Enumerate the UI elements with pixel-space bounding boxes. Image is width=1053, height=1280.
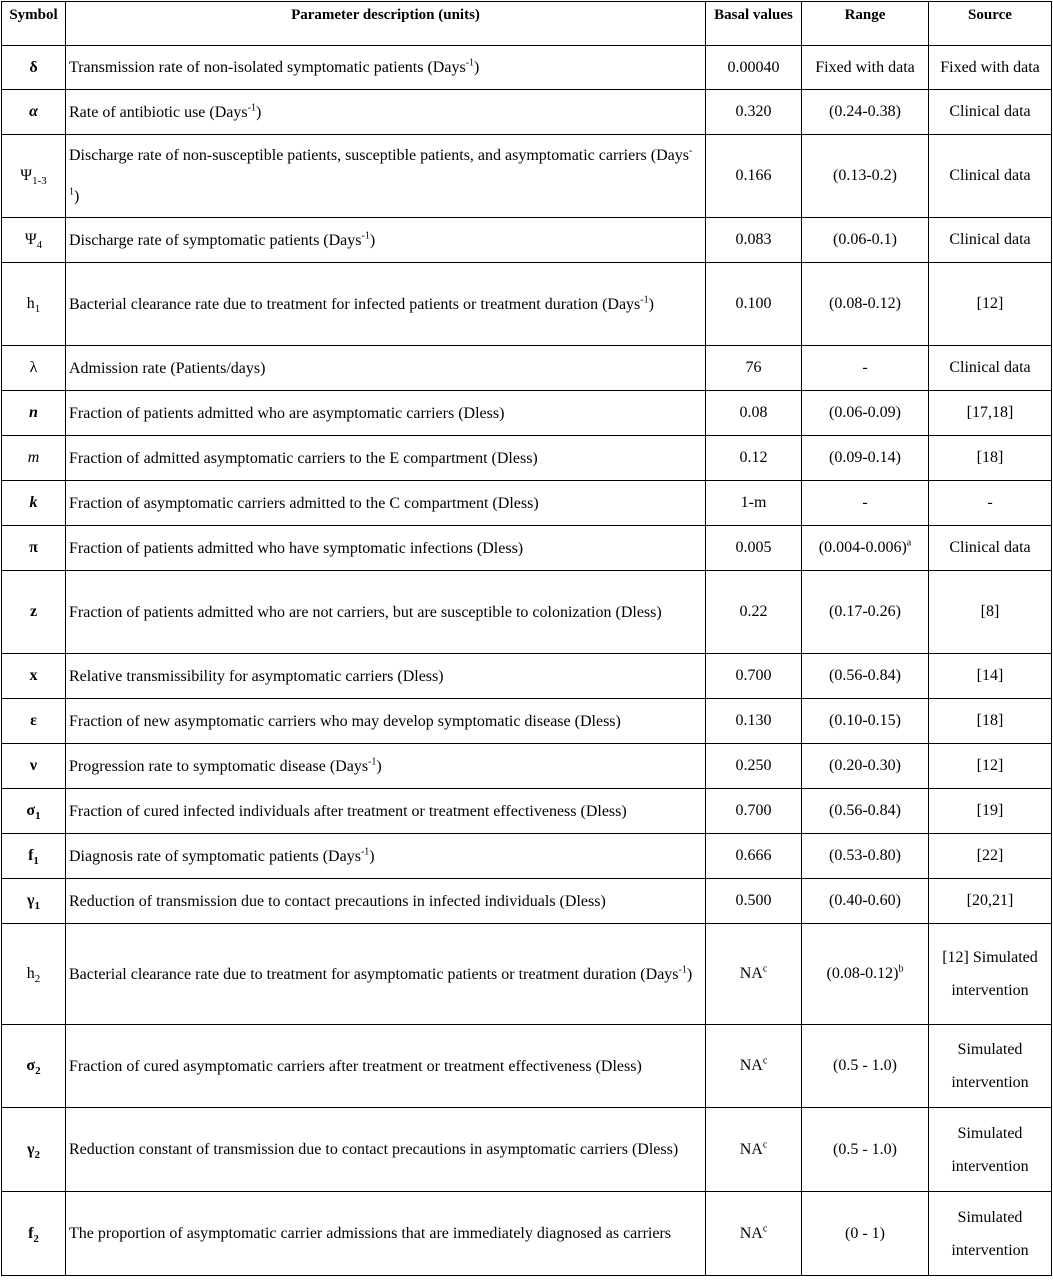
header-symbol: Symbol bbox=[2, 2, 66, 46]
unit-exponent: -1 bbox=[640, 294, 649, 306]
description-text: Discharge rate of non-susceptible patients, susceptible patients, and asymptomatic carriers (Days bbox=[69, 147, 689, 164]
cell-symbol bbox=[2, 1025, 66, 1108]
cell-basal bbox=[706, 879, 802, 924]
basal-text: 0.666 bbox=[735, 847, 772, 864]
cell-source bbox=[929, 135, 1052, 218]
cell-symbol bbox=[2, 699, 66, 744]
range-text: (0.24-0.38) bbox=[829, 103, 901, 120]
basal-text: 0.250 bbox=[735, 757, 772, 774]
cell-symbol bbox=[2, 346, 66, 391]
cell-range bbox=[802, 789, 929, 834]
cell-range bbox=[802, 46, 929, 90]
cell-basal bbox=[706, 924, 802, 1025]
cell-source bbox=[929, 834, 1052, 879]
source-text: [19] bbox=[976, 802, 1004, 819]
table-row bbox=[2, 834, 1052, 879]
description-text: Diagnosis rate of symptomatic patients (Days bbox=[69, 847, 361, 865]
range-text: (0.004-0.006) bbox=[818, 539, 907, 556]
cell-range bbox=[802, 571, 929, 654]
basal-text: 0.08 bbox=[739, 404, 768, 421]
description-end: ) bbox=[369, 231, 376, 249]
cell-symbol bbox=[2, 834, 66, 879]
cell-range bbox=[802, 1108, 929, 1192]
cell-symbol bbox=[2, 1192, 66, 1276]
description-end: ) bbox=[74, 188, 80, 205]
table-row bbox=[2, 346, 1052, 391]
range-text: (0.06-0.09) bbox=[829, 404, 901, 421]
cell-source bbox=[929, 46, 1052, 90]
source-text: Clinical data bbox=[949, 103, 1031, 120]
symbol-text: δ bbox=[29, 58, 38, 76]
unit-exponent: -1 bbox=[678, 964, 687, 976]
range-text: (0 - 1) bbox=[845, 1224, 885, 1242]
description-text: Discharge rate of symptomatic patients (Days bbox=[69, 231, 362, 249]
cell-basal bbox=[706, 834, 802, 879]
cell-source bbox=[929, 346, 1052, 391]
cell-range bbox=[802, 346, 929, 391]
description-text: Rate of antibiotic use (Days bbox=[69, 103, 248, 121]
cell-symbol bbox=[2, 879, 66, 924]
table-row bbox=[2, 1108, 1052, 1192]
cell-basal bbox=[706, 1025, 802, 1108]
description-text: Fraction of cured asymptomatic carriers after treatment or treatment effectiveness (Dless) bbox=[69, 1057, 642, 1075]
cell-range bbox=[802, 391, 929, 436]
cell-description bbox=[66, 789, 706, 834]
table-row bbox=[2, 1192, 1052, 1276]
cell-basal bbox=[706, 571, 802, 654]
cell-symbol bbox=[2, 789, 66, 834]
symbol-subscript: 1 bbox=[33, 855, 39, 868]
header-basal: Basal values bbox=[706, 2, 802, 46]
symbol-subscript: 2 bbox=[34, 1148, 40, 1161]
description-end: ) bbox=[376, 757, 382, 775]
description-text: Fraction of cured infected individuals after treatment or treatment effectiveness (Dless) bbox=[69, 802, 627, 820]
cell-basal bbox=[706, 1108, 802, 1192]
basal-text: NA bbox=[739, 1140, 763, 1158]
header-description: Parameter description (units) bbox=[66, 2, 706, 46]
description-text: Fraction of asymptomatic carriers admitted to the C compartment (Dless) bbox=[69, 494, 539, 512]
cell-range bbox=[802, 436, 929, 481]
cell-basal bbox=[706, 436, 802, 481]
basal-footnote: c bbox=[762, 1139, 768, 1151]
symbol-text: σ bbox=[26, 1057, 36, 1074]
cell-description bbox=[66, 571, 706, 654]
source-text: [18] bbox=[976, 449, 1004, 466]
cell-source bbox=[929, 436, 1052, 481]
cell-symbol bbox=[2, 46, 66, 90]
table-row bbox=[2, 744, 1052, 789]
cell-description bbox=[66, 1025, 706, 1108]
table-body bbox=[2, 46, 1052, 1276]
source-text: Simulated intervention bbox=[951, 1208, 1029, 1259]
basal-text: 0.005 bbox=[735, 539, 772, 556]
cell-basal bbox=[706, 744, 802, 789]
source-text: [17,18] bbox=[966, 404, 1014, 421]
symbol-text: ν bbox=[29, 757, 38, 774]
cell-basal bbox=[706, 699, 802, 744]
cell-description bbox=[66, 436, 706, 481]
table-row bbox=[2, 436, 1052, 481]
symbol-text: σ bbox=[26, 802, 36, 819]
cell-range bbox=[802, 699, 929, 744]
range-text: (0.20-0.30) bbox=[829, 757, 901, 774]
table-row bbox=[2, 46, 1052, 90]
description-end: ) bbox=[686, 965, 693, 983]
cell-range bbox=[802, 135, 929, 218]
cell-symbol bbox=[2, 654, 66, 699]
symbol-text: γ bbox=[27, 1140, 35, 1158]
table-row bbox=[2, 654, 1052, 699]
cell-description bbox=[66, 744, 706, 789]
cell-basal bbox=[706, 346, 802, 391]
unit-exponent: -1 bbox=[465, 57, 475, 69]
description-text: Reduction of transmission due to contact precautions in infected individuals (Dless) bbox=[69, 892, 606, 910]
cell-source bbox=[929, 879, 1052, 924]
cell-source bbox=[929, 218, 1052, 263]
cell-description bbox=[66, 135, 706, 218]
cell-source bbox=[929, 526, 1052, 571]
source-text: [20,21] bbox=[966, 892, 1014, 909]
cell-source bbox=[929, 699, 1052, 744]
cell-basal bbox=[706, 263, 802, 346]
cell-description bbox=[66, 263, 706, 346]
symbol-text: k bbox=[29, 494, 38, 511]
symbol-text: x bbox=[29, 667, 38, 684]
cell-source bbox=[929, 1192, 1052, 1276]
cell-symbol bbox=[2, 218, 66, 263]
basal-footnote: c bbox=[762, 963, 768, 975]
symbol-text: ε bbox=[30, 712, 37, 729]
description-text: Fraction of new asymptomatic carriers who may develop symptomatic disease (Dless) bbox=[69, 712, 621, 730]
cell-source bbox=[929, 481, 1052, 526]
basal-text: NA bbox=[739, 1057, 763, 1074]
cell-basal bbox=[706, 218, 802, 263]
symbol-text: Ψ bbox=[20, 167, 33, 184]
cell-source bbox=[929, 1025, 1052, 1108]
cell-source bbox=[929, 1108, 1052, 1192]
cell-symbol bbox=[2, 1108, 66, 1192]
unit-exponent: -1 bbox=[368, 756, 377, 768]
description-text: Admission rate (Patients/days) bbox=[69, 359, 266, 377]
basal-text: NA bbox=[739, 1224, 763, 1242]
description-text: Transmission rate of non-isolated symptomatic patients (Days bbox=[69, 59, 466, 76]
basal-text: 0.500 bbox=[735, 892, 772, 909]
basal-text: 0.320 bbox=[735, 103, 772, 120]
description-text: Relative transmissibility for asymptomatic carriers (Dless) bbox=[69, 667, 444, 685]
range-text: (0.5 - 1.0) bbox=[833, 1140, 897, 1158]
cell-basal bbox=[706, 90, 802, 135]
cell-source bbox=[929, 924, 1052, 1025]
range-text: (0.06-0.1) bbox=[833, 231, 897, 248]
symbol-subscript: 1-3 bbox=[32, 175, 47, 188]
source-text: Fixed with data bbox=[940, 58, 1040, 76]
basal-text: 1-m bbox=[740, 494, 767, 511]
cell-basal bbox=[706, 1192, 802, 1276]
symbol-text: λ bbox=[29, 359, 38, 376]
cell-source bbox=[929, 789, 1052, 834]
cell-description bbox=[66, 654, 706, 699]
range-text: (0.13-0.2) bbox=[833, 167, 897, 184]
cell-basal bbox=[706, 654, 802, 699]
cell-source bbox=[929, 263, 1052, 346]
description-text: Fraction of admitted asymptomatic carriers to the E compartment (Dless) bbox=[69, 449, 538, 467]
cell-source bbox=[929, 391, 1052, 436]
description-end: ) bbox=[648, 295, 654, 313]
symbol-subscript: 2 bbox=[34, 973, 41, 986]
cell-symbol bbox=[2, 744, 66, 789]
cell-symbol bbox=[2, 90, 66, 135]
table-row bbox=[2, 218, 1052, 263]
cell-range bbox=[802, 263, 929, 346]
cell-symbol bbox=[2, 436, 66, 481]
symbol-text: f bbox=[28, 1224, 34, 1242]
source-text: Simulated intervention bbox=[951, 1041, 1029, 1091]
cell-description bbox=[66, 834, 706, 879]
table-row bbox=[2, 789, 1052, 834]
range-footnote: b bbox=[898, 963, 904, 975]
cell-symbol bbox=[2, 391, 66, 436]
source-text: [12] bbox=[976, 757, 1004, 774]
cell-range bbox=[802, 654, 929, 699]
symbol-subscript: 1 bbox=[35, 810, 41, 823]
range-text: - bbox=[862, 494, 868, 511]
cell-symbol bbox=[2, 526, 66, 571]
description-text: Progression rate to symptomatic disease (Days bbox=[69, 757, 369, 775]
cell-symbol bbox=[2, 481, 66, 526]
cell-range bbox=[802, 526, 929, 571]
unit-exponent: -1 bbox=[69, 145, 693, 198]
symbol-text: m bbox=[27, 449, 40, 466]
cell-basal bbox=[706, 135, 802, 218]
cell-description bbox=[66, 46, 706, 90]
basal-footnote: c bbox=[762, 1055, 768, 1067]
source-text: [12] bbox=[976, 295, 1004, 312]
cell-basal bbox=[706, 46, 802, 90]
cell-description bbox=[66, 391, 706, 436]
description-text: Fraction of patients admitted who are asymptomatic carriers (Dless) bbox=[69, 404, 505, 422]
table-row bbox=[2, 699, 1052, 744]
symbol-subscript: 1 bbox=[34, 303, 41, 316]
basal-text: NA bbox=[739, 965, 763, 982]
range-text: (0.40-0.60) bbox=[829, 892, 901, 909]
symbol-text: π bbox=[29, 539, 38, 556]
description-text: Bacterial clearance rate due to treatment for infected patients or treatment duration (Days bbox=[69, 295, 641, 313]
unit-exponent: -1 bbox=[360, 846, 370, 858]
symbol-text: f bbox=[28, 847, 34, 864]
cell-source bbox=[929, 654, 1052, 699]
basal-text: 0.22 bbox=[739, 603, 768, 620]
range-text: (0.08-0.12) bbox=[826, 965, 899, 982]
source-text: Clinical data bbox=[949, 231, 1031, 248]
cell-source bbox=[929, 744, 1052, 789]
range-footnote: a bbox=[906, 537, 912, 549]
cell-range bbox=[802, 744, 929, 789]
basal-footnote: c bbox=[762, 1223, 768, 1235]
cell-symbol bbox=[2, 924, 66, 1025]
table-row bbox=[2, 526, 1052, 571]
source-text: - bbox=[987, 494, 993, 511]
range-text: (0.17-0.26) bbox=[829, 603, 901, 620]
table-row bbox=[2, 879, 1052, 924]
symbol-subscript: 1 bbox=[34, 900, 40, 913]
symbol-text: z bbox=[29, 603, 38, 620]
table-row bbox=[2, 481, 1052, 526]
symbol-text: Ψ bbox=[24, 231, 37, 248]
description-text: Bacterial clearance rate due to treatment for asymptomatic patients or treatment duration (Days bbox=[69, 965, 679, 983]
range-text: (0.56-0.84) bbox=[829, 667, 901, 684]
cell-range bbox=[802, 1192, 929, 1276]
description-text: Reduction constant of transmission due to contact precautions in asymptomatic carriers (Dless) bbox=[69, 1141, 679, 1158]
basal-text: 0.700 bbox=[735, 802, 772, 819]
cell-basal bbox=[706, 481, 802, 526]
basal-text: 0.083 bbox=[735, 231, 772, 248]
source-text: [14] bbox=[976, 667, 1004, 684]
basal-text: 0.700 bbox=[735, 667, 772, 684]
cell-source bbox=[929, 90, 1052, 135]
source-text: Simulated intervention bbox=[951, 1124, 1029, 1175]
description-end: ) bbox=[474, 59, 480, 76]
symbol-text: h bbox=[26, 295, 35, 312]
source-text: [22] bbox=[976, 847, 1004, 864]
basal-text: 0.12 bbox=[739, 449, 768, 466]
description-text: Fraction of patients admitted who have symptomatic infections (Dless) bbox=[69, 539, 524, 557]
cell-range bbox=[802, 481, 929, 526]
cell-range bbox=[802, 1025, 929, 1108]
cell-description bbox=[66, 879, 706, 924]
cell-description bbox=[66, 481, 706, 526]
unit-exponent: -1 bbox=[361, 230, 370, 242]
source-text: [8] bbox=[980, 603, 1000, 620]
range-text: (0.56-0.84) bbox=[829, 802, 901, 819]
cell-description bbox=[66, 1192, 706, 1276]
description-text: Fraction of patients admitted who are not carriers, but are susceptible to colonization (Dless) bbox=[69, 603, 662, 621]
cell-description bbox=[66, 526, 706, 571]
range-text: (0.53-0.80) bbox=[829, 847, 901, 864]
basal-text: 0.00040 bbox=[727, 58, 780, 76]
table-row bbox=[2, 571, 1052, 654]
table-row bbox=[2, 391, 1052, 436]
range-text: (0.08-0.12) bbox=[829, 295, 901, 312]
cell-source bbox=[929, 571, 1052, 654]
cell-symbol bbox=[2, 263, 66, 346]
source-text: [18] bbox=[976, 712, 1004, 729]
description-end: ) bbox=[369, 847, 375, 865]
symbol-text: h bbox=[26, 965, 35, 982]
table-row bbox=[2, 135, 1052, 218]
symbol-text: α bbox=[29, 103, 38, 120]
header-row bbox=[2, 2, 1052, 46]
cell-symbol bbox=[2, 135, 66, 218]
cell-description bbox=[66, 699, 706, 744]
cell-basal bbox=[706, 391, 802, 436]
cell-range bbox=[802, 218, 929, 263]
source-text: Clinical data bbox=[949, 167, 1031, 184]
symbol-subscript: 2 bbox=[33, 1232, 39, 1245]
cell-range bbox=[802, 879, 929, 924]
cell-basal bbox=[706, 526, 802, 571]
range-text: - bbox=[862, 359, 868, 376]
basal-text: 0.100 bbox=[735, 295, 772, 312]
table-row bbox=[2, 1025, 1052, 1108]
range-text: (0.09-0.14) bbox=[829, 449, 901, 466]
symbol-subscript: 2 bbox=[35, 1065, 41, 1078]
source-text: [12] Simulated intervention bbox=[942, 949, 1038, 999]
basal-text: 76 bbox=[745, 359, 762, 376]
symbol-text: γ bbox=[27, 892, 35, 909]
header-range: Range bbox=[802, 2, 929, 46]
cell-description bbox=[66, 90, 706, 135]
symbol-subscript: 4 bbox=[36, 239, 43, 252]
cell-basal bbox=[706, 789, 802, 834]
symbol-text: n bbox=[29, 404, 38, 421]
cell-description bbox=[66, 1108, 706, 1192]
parameter-table bbox=[1, 1, 1052, 1276]
unit-exponent: -1 bbox=[247, 102, 256, 114]
header-source: Source bbox=[929, 2, 1052, 46]
cell-symbol bbox=[2, 571, 66, 654]
table-row bbox=[2, 263, 1052, 346]
cell-description bbox=[66, 346, 706, 391]
cell-range bbox=[802, 924, 929, 1025]
basal-text: 0.130 bbox=[735, 712, 772, 729]
range-text: (0.10-0.15) bbox=[829, 712, 901, 729]
cell-description bbox=[66, 924, 706, 1025]
range-text: Fixed with data bbox=[815, 58, 915, 76]
description-end: ) bbox=[255, 103, 262, 121]
range-text: (0.5 - 1.0) bbox=[833, 1057, 897, 1074]
cell-range bbox=[802, 90, 929, 135]
source-text: Clinical data bbox=[949, 359, 1031, 376]
basal-text: 0.166 bbox=[735, 167, 772, 184]
cell-range bbox=[802, 834, 929, 879]
description-text: The proportion of asymptomatic carrier admissions that are immediately diagnosed as carriers bbox=[69, 1225, 672, 1242]
source-text: Clinical data bbox=[949, 539, 1031, 556]
cell-description bbox=[66, 218, 706, 263]
table-row bbox=[2, 90, 1052, 135]
table-row bbox=[2, 924, 1052, 1025]
